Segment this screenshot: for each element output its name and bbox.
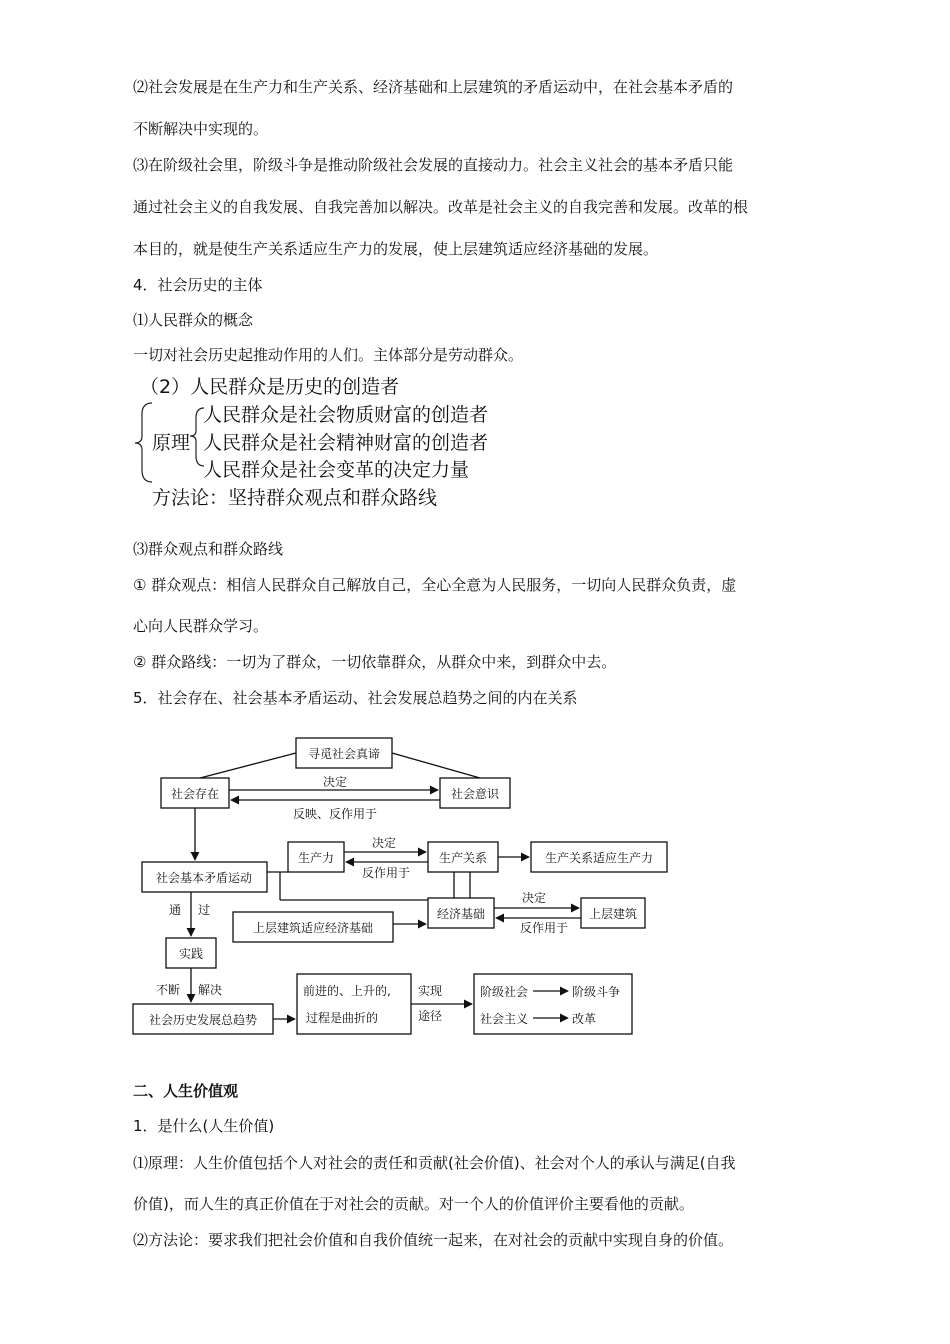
relationship-diagram (0, 720, 950, 1050)
section-heading: 5．社会存在、社会基本矛盾运动、社会发展总趋势之间的内在关系 (133, 689, 578, 707)
node-forward-process (297, 974, 411, 1034)
subsection-heading: ⑴人民群众的概念 (133, 311, 254, 329)
paragraph-line: ② 群众路线：一切为了群众，一切依靠群众，从群众中来，到群众中去。 (133, 653, 617, 671)
node-label: 阶级社会 (480, 985, 529, 999)
paragraph-line: ① 群众观点：相信人民群众自己解放自己，全心全意为人民服务，一切向人民群众负责，虚 (133, 576, 737, 594)
paragraph-line: 心向人民群众学习。 (133, 617, 269, 635)
node-label: 前进的、上升的, (303, 984, 391, 998)
edge-label: 决定 (521, 891, 547, 905)
brace-title: （2）人民群众是历史的创造者 (140, 376, 400, 398)
paragraph-line: 不断解决中实现的。 (133, 120, 269, 138)
subsection-heading: ⑶群众观点和群众路线 (133, 540, 284, 558)
method-line: 方法论：坚持群众观点和群众路线 (152, 487, 438, 509)
node-label: 寻觅社会真谛 (307, 747, 381, 761)
edge-label: 反作用于 (519, 921, 569, 935)
brace-item: 人民群众是社会精神财富的创造者 (203, 432, 489, 454)
node-label: 上层建筑适应经济基础 (252, 921, 374, 935)
section-heading: 1．是什么(人生价值) (133, 1117, 275, 1135)
node-label: 过程是曲折的 (306, 1011, 379, 1025)
edge-label: 解决 (198, 983, 223, 997)
edge-label: 途径 (418, 1009, 443, 1023)
node-label: 社会历史发展总趋势 (148, 1013, 258, 1027)
node-label: 经济基础 (436, 907, 486, 921)
edge-label: 实现 (418, 984, 443, 998)
section-title: 二、人生价值观 (133, 1082, 239, 1100)
principle-label: 原理 (152, 432, 191, 454)
paragraph-line: ⑴原理：人生价值包括个人对社会的责任和贡献(社会价值)、社会对个人的承认与满足(自我 (133, 1154, 736, 1172)
edge-label: 反作用于 (361, 866, 411, 880)
paragraph-line: 本目的，就是使生产关系适应生产力的发展，使上层建筑适应经济基础的发展。 (133, 240, 659, 258)
edge-label: 通 (169, 903, 182, 917)
paragraph-line: 价值)，而人生的真正价值在于对社会的贡献。对一个人的价值评价主要看他的贡献。 (133, 1195, 694, 1213)
paragraph-line: 通过社会主义的自我发展、自我完善加以解决。改革是社会主义的自我完善和发展。改革的根 (133, 198, 749, 216)
node-label: 阶级斗争 (572, 985, 621, 999)
node-label: 生产力 (297, 851, 335, 865)
edge-label: 不断 (156, 983, 181, 997)
node-label: 上层建筑 (588, 907, 638, 921)
node-label: 生产关系适应生产力 (544, 851, 654, 865)
paragraph-line: ⑶在阶级社会里，阶级斗争是推动阶级社会发展的直接动力。社会主义社会的基本矛盾只能 (133, 156, 734, 174)
edge-label: 决定 (371, 836, 397, 850)
edge-label: 反映、反作用于 (292, 807, 378, 821)
paragraph-line: 一切对社会历史起推动作用的人们。主体部分是劳动群众。 (133, 346, 524, 364)
section-heading: 4．社会历史的主体 (133, 276, 263, 294)
paragraph-line: ⑵社会发展是在生产力和生产关系、经济基础和上层建筑的矛盾运动中，在社会基本矛盾的 (133, 78, 734, 96)
edge-label: 过 (198, 903, 211, 917)
node-label: 实践 (178, 947, 204, 961)
node-label: 社会意识 (450, 787, 500, 801)
node-label: 社会存在 (170, 787, 220, 801)
edge-label: 决定 (322, 775, 348, 789)
node-label: 生产关系 (438, 851, 488, 865)
node-label: 社会基本矛盾运动 (155, 871, 253, 885)
paragraph-line: ⑵方法论：要求我们把社会价值和自我价值统一起来，在对社会的贡献中实现自身的价值。 (133, 1231, 734, 1249)
brace-item: 人民群众是社会物质财富的创造者 (203, 404, 489, 426)
node-label: 社会主义 (480, 1012, 529, 1026)
brace-item: 人民群众是社会变革的决定力量 (203, 459, 470, 481)
node-label: 改革 (572, 1012, 597, 1026)
